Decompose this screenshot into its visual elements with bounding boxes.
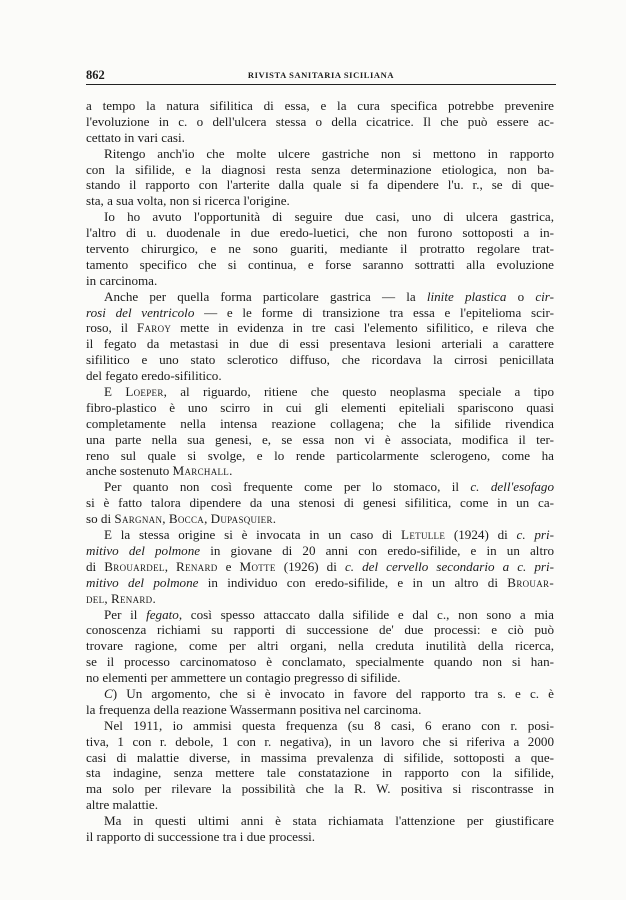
text-line: si è fatto talora dipendere da una stenosi di genesi sifilitica, come in un ca- — [86, 495, 554, 511]
text-line: roso, il Faroy mette in evidenza in tre casi l'elemento sifilitico, e rileva che — [86, 320, 554, 336]
text-line: del, Renard. — [86, 590, 156, 606]
text-line: il rapporto di successione tra i due processi. — [86, 828, 316, 844]
italic-term: mitivo del polmone — [86, 574, 199, 590]
text-line: stando il rapporto con l'arterite dalla quale si fa dipendere l'u. r., se di que- — [86, 177, 554, 193]
italic-term: c. del cervello secondario a c. pri- — [344, 558, 554, 574]
text-line: tervento chirurgico, e ne sono guariti, mediante il protratto regolare trat- — [86, 241, 554, 257]
text-line: tiva, 1 con r. debole, 1 con r. negativa), in un lavoro che si riferiva a 2000 — [86, 733, 554, 749]
italic-term: fegato — [146, 606, 179, 622]
text-line: so di Sargnan, Bocca, Dupasquier. — [86, 511, 277, 527]
text-line: rosi del ventricolo — e le forme di transizione tra essa e l'epitelioma scir- — [86, 304, 554, 320]
author-name: Bocca — [168, 511, 205, 527]
text-line: completamente nella intensa reazione collagena; che la sifilide rivendica — [86, 415, 554, 431]
text-line: ma solo per rilevare la possibilità che la R. W. positiva si riscontrasse in — [86, 781, 554, 797]
author-name: Brouardel — [104, 558, 165, 574]
italic-term: linite plastica — [426, 288, 507, 304]
text-line: tamento specifico che si continua, e forse saranno sottratti alla evoluzione — [86, 256, 554, 272]
text-line: Ma in questi ultimi anni è stata richiamata l'attenzione per giustificare — [104, 813, 554, 829]
text-line: mitivo del polmone in individuo con eredo-sifilide, e in un altro di Brouar- — [86, 574, 554, 590]
body-text — [86, 98, 554, 845]
italic-term: rosi del ventricolo — [86, 304, 195, 320]
text-line: E Loeper, al riguardo, ritiene che questo neoplasma speciale a tipo — [104, 384, 554, 400]
text-line: reno sul quale si svolge, e lo rende particolarmente sclerogeno, come ha — [86, 447, 554, 463]
italic-term: cir- — [535, 288, 554, 304]
text-line: l'altro di u. duodenale in due eredo-luetici, che non furono sottoposti a in- — [86, 225, 554, 241]
italic-term: mitivo del polmone — [86, 542, 201, 558]
text-line: a tempo la natura sifilitica di essa, e la cura specifica potrebbe prevenire — [86, 98, 554, 113]
text-line: Anche per quella forma particolare gastrica — la linite plastica o cir- — [104, 288, 554, 304]
running-title: RIVISTA SANITARIA SICILIANA — [247, 70, 395, 80]
author-name: Renard — [176, 558, 218, 574]
text-line: se il processo carcinomatoso è conclamato, specialmente quando non si han- — [86, 654, 554, 670]
author-name: Motte — [239, 558, 276, 574]
text-line: cettato in vari casi. — [86, 129, 185, 145]
author-name: Loeper — [125, 384, 164, 400]
author-name: Faroy — [136, 320, 172, 336]
text-line: anche sostenuto Marchall. — [86, 463, 233, 479]
text-line: sifilitico e uno stato sclerotico diffuso, che ricordava la cirrosi penicillata — [86, 352, 554, 368]
text-line: Nel 1911, io ammisi questa frequenza (su 8 casi, 6 erano con r. posi- — [104, 717, 554, 733]
author-name: del — [86, 590, 105, 606]
text-line: del fegato eredo-sifilitico. — [86, 368, 222, 384]
text-line: mitivo del polmone in giovane di 20 anni con eredo-sifilide, e in un altro — [86, 542, 554, 558]
author-name: Brouar- — [507, 574, 554, 590]
author-name: Renard — [110, 590, 153, 606]
author-name: Marchall — [172, 463, 230, 479]
text-line: Ritengo anch'io che molte ulcere gastriche non si mettono in rapporto — [104, 145, 554, 161]
text-line: Per il fegato, così spesso attaccato dalla sifilide e dal c., non sono a mia — [104, 606, 554, 622]
text-line: no elementi per ammettere un contagio pregresso di sifilide. — [86, 670, 401, 686]
text-line: il fegato da metastasi in due di essi presentava lesioni arteriali a carattere — [86, 336, 554, 352]
text-line: l'evoluzione in c. o dell'ulcera stessa o della cicatrice. Il che può essere ac- — [86, 113, 554, 129]
text-line: altre malattie. — [86, 797, 158, 813]
text-line: con la sifilide, e la diagnosi resta senza determinazione etiologica, non ba- — [86, 161, 554, 177]
text-line: E la stessa origine si è invocata in un caso di Letulle (1924) di c. pri- — [104, 527, 554, 543]
text-line: di Brouardel, Renard e Motte (1926) di c. del cervello secondario a c. pri- — [86, 558, 554, 574]
author-name: Sargnan — [114, 511, 163, 527]
text-line: conoscenza richiami su rapporti di successione de' due processi: e ciò può — [86, 622, 554, 638]
text-line: Per quanto non così frequente come per lo stomaco, il c. dell'esofago — [104, 479, 554, 495]
text-line: una parte nella sua genesi, e, se essa non vi è associata, modifica il ter- — [86, 431, 554, 447]
text-line: fibro-plastico è uno scirro in cui gli elementi epiteliali spariscono quasi — [86, 399, 554, 415]
author-name: Dupasquier — [210, 511, 273, 527]
text-line: C) Un argomento, che si è invocato in favore del rapporto tra s. e c. è — [104, 685, 554, 701]
text-line: Io ho avuto l'opportunità di seguire due casi, uno di ulcera gastrica, — [104, 209, 554, 225]
italic-term: c. pri- — [516, 527, 554, 543]
text-line: casi di malattie diverse, in massima prevalenza di sifilide, sottoposti a que- — [86, 749, 554, 765]
italic-term: C — [104, 685, 113, 701]
text-line: la frequenza della reazione Wassermann positiva nel carcinoma. — [86, 701, 422, 717]
text-line: in carcinoma. — [86, 272, 158, 288]
page-header — [86, 66, 556, 85]
text-line: trovare ragione, come per altri organi, nella creduta inutilità della ricerca, — [86, 638, 554, 654]
author-name: Letulle — [401, 527, 446, 543]
text-line: sta indagine, senza mettere tale constatazione in rapporto con la sifilide, — [86, 765, 554, 781]
page-number: 862 — [86, 68, 105, 82]
text-line: sta, a sua volta, non si ricerca l'origine. — [86, 193, 290, 209]
italic-term: c. dell'esofago — [470, 479, 554, 495]
